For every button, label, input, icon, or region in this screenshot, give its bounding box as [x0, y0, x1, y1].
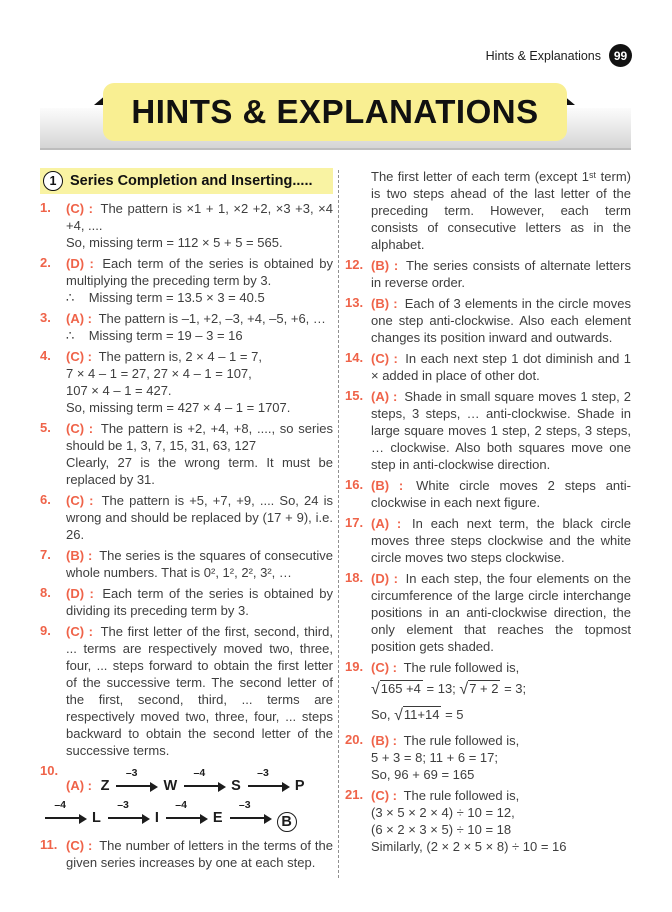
banner-yellow-plate — [103, 83, 567, 141]
item-number: 7. — [40, 547, 51, 562]
item-line: ∴ Missing term = 19 – 3 = 16 — [66, 328, 243, 343]
explanation-item — [40, 763, 333, 833]
item-line: (C) : The pattern is ×1 + 1, ×2 +2, ×3 +3, ×4 +4, .... — [66, 201, 334, 233]
item-line: 107 × 4 – 1 = 427. — [66, 383, 172, 398]
right-items — [345, 168, 631, 855]
explanation-item — [345, 257, 631, 291]
sqrt-expression — [459, 676, 500, 702]
arrow-right-icon — [230, 799, 270, 822]
item-body — [371, 787, 631, 855]
explanation-item — [40, 837, 333, 871]
item-number: 14. — [345, 350, 364, 365]
explanation-item — [40, 348, 333, 416]
series-letter: B — [281, 814, 292, 830]
item-line: (A) : The pattern is –1, +2, –3, +4, –5, +6, … — [66, 311, 326, 326]
answer-key: (B) : — [66, 548, 97, 563]
item-body — [54, 763, 333, 833]
section-number-badge: 1 — [43, 171, 63, 191]
arrow-right-icon — [248, 767, 288, 790]
item-line: (C) : In each next step 1 dot diminish and 1 × added in place of other dot. — [371, 351, 631, 383]
item-line: So, 96 + 69 = 165 — [371, 767, 475, 782]
item-number: 12. — [345, 257, 364, 272]
item-body — [371, 388, 631, 473]
arrow-right-icon — [184, 767, 224, 790]
answer-key: (C) : — [371, 788, 401, 803]
explanation-item — [345, 659, 631, 728]
arrow-step-label: –3 — [238, 799, 251, 811]
sqrt-expression — [394, 702, 441, 728]
answer-key: (C) : — [66, 838, 97, 853]
item-number: 1. — [40, 200, 51, 215]
item-line: (A) : Shade in small square moves 1 step, 2 steps, 3 steps, … anti-clockwise. Shade in large square moves 1 step, 2 steps, 3 steps, … clockwise. Also both squares move one step in anti-clockwise direction. — [371, 389, 631, 472]
item-body — [371, 350, 631, 384]
item-body — [371, 659, 631, 728]
item-number: 20. — [345, 732, 364, 747]
radical-icon: √ — [459, 681, 469, 698]
explanation-item — [345, 787, 631, 855]
item-number: 13. — [345, 295, 364, 310]
answer-key: (B) : — [371, 733, 401, 748]
arrow-right-icon — [45, 799, 85, 822]
answer-key: (C) : — [371, 351, 403, 366]
item-number: 9. — [40, 623, 51, 638]
item-line: (6 × 2 × 3 × 5) ÷ 10 = 18 — [371, 822, 512, 837]
radicand: 11+14 — [403, 707, 440, 722]
answer-key: (C) : — [66, 421, 98, 436]
item-number: 11. — [40, 837, 58, 852]
item-number: 5. — [40, 420, 51, 435]
arrow-step-label: –4 — [54, 799, 67, 811]
series-letter: P — [294, 778, 305, 794]
title-banner — [40, 83, 631, 151]
explanation-item — [40, 310, 333, 344]
item-number: 19. — [345, 659, 364, 674]
explanation-item — [40, 585, 333, 619]
explanation-item — [345, 350, 631, 384]
item-line: (D) : Each term of the series is obtained by multiplying the preceding term by 3. — [66, 256, 333, 288]
item-body — [66, 348, 333, 416]
arrow-right-icon — [166, 799, 206, 822]
explanation-item — [40, 492, 333, 543]
item-body — [66, 623, 333, 759]
answer-key: (C) : — [66, 624, 98, 639]
item-number: 17. — [345, 515, 364, 530]
item-line: So, missing term = 112 × 5 + 5 = 565. — [66, 235, 283, 250]
item-line: (B) : The rule followed is, — [371, 733, 520, 748]
explanation-item — [345, 515, 631, 566]
item-body — [66, 837, 333, 871]
item-number: 2. — [40, 255, 51, 270]
item-number: 8. — [40, 585, 51, 600]
item-line: So, √11+14 = 5 — [371, 702, 631, 728]
item-body — [371, 168, 631, 253]
item-line: (B) : The series consists of alternate letters in reverse order. — [371, 258, 631, 290]
arrow-step-label: –3 — [117, 799, 129, 811]
item-line: Clearly, 27 is the wrong term. It must be replaced by 31. — [66, 455, 333, 487]
explanation-item — [345, 570, 631, 655]
radicand: 7 + 2 — [469, 681, 499, 696]
item-number: 16. — [345, 477, 364, 492]
answer-key: (B) : — [371, 258, 404, 273]
item-body — [371, 257, 631, 291]
item-body — [371, 295, 631, 346]
item-line: (C) : The first letter of the first, second, third, ... terms are respectively moved two, three, four, ... steps forward to obtain the first letter of the successive term. The second letter of the first, second, third, ... terms are respectively moved two, three, four, ... steps backward to obtain the second letter of the successive terms. — [66, 624, 333, 758]
circled-letter — [277, 812, 297, 832]
item-number: 15. — [345, 388, 364, 403]
letter-series-row — [40, 801, 333, 833]
explanation-item — [40, 623, 333, 759]
arrow-step-label: –4 — [175, 799, 187, 811]
item-line: (A) : In each next term, the black circle moves three steps clockwise and the white circle moves two steps clockwise. — [371, 516, 631, 565]
explanation-item — [40, 547, 333, 581]
item-line: 7 × 4 – 1 = 27, 27 × 4 – 1 = 107, — [66, 366, 252, 381]
answer-key: (B) : — [371, 478, 414, 493]
answer-key: (C) : — [66, 493, 99, 508]
arrow-right-icon — [116, 767, 156, 790]
answer-key: (B) : — [371, 296, 402, 311]
left-column — [40, 168, 333, 878]
series-letter: S — [231, 778, 241, 794]
answer-key: (D) : — [66, 586, 100, 601]
item-line: (B) : Each of 3 elements in the circle moves one step anti-clockwise. Also each element changes its position inward and outwards. — [371, 296, 631, 345]
item-line: Similarly, (2 × 2 × 5 × 8) ÷ 10 = 16 — [371, 839, 567, 854]
item-number: 18. — [345, 570, 364, 585]
item-line: √165 +4 = 13; √7 + 2 = 3; — [371, 676, 631, 702]
series-letter: L — [92, 810, 101, 826]
page-number-badge: 99 — [609, 44, 632, 67]
item-line: (D) : Each term of the series is obtained by dividing its preceding term by 3. — [66, 586, 333, 618]
item-line: (C) : The pattern is +2, +4, +8, ...., so series should be 1, 3, 7, 15, 31, 63, 127 — [66, 421, 333, 453]
running-header — [486, 44, 632, 67]
explanation-item — [345, 168, 631, 253]
section-header — [40, 168, 333, 194]
series-letter: E — [212, 810, 223, 826]
explanation-item — [345, 295, 631, 346]
sqrt-expression — [371, 676, 423, 702]
series-letter: Z — [100, 778, 110, 794]
item-number: 21. — [345, 787, 364, 802]
item-line: (C) : The number of letters in the terms of the given series increases by one at each step. — [66, 838, 333, 870]
item-line: (B) : White circle moves 2 steps anti-clockwise in each next figure. — [371, 478, 631, 510]
item-body — [371, 515, 631, 566]
item-body — [66, 255, 333, 306]
item-line: (3 × 5 × 2 × 4) ÷ 10 = 12, — [371, 805, 515, 820]
letter-series-row — [66, 763, 333, 801]
item-line: ∴ Missing term = 13.5 × 3 = 40.5 — [66, 290, 265, 305]
section-title: Series Completion and Inserting..... — [70, 173, 313, 189]
running-header-label: Hints & Explanations — [485, 48, 601, 63]
item-body — [66, 200, 333, 251]
item-number: 6. — [40, 492, 51, 507]
explanation-item — [40, 200, 333, 251]
item-body — [66, 547, 333, 581]
series-letter: W — [163, 778, 178, 794]
item-body — [371, 477, 631, 511]
item-line: (C) : The pattern is +5, +7, +9, .... So, 24 is wrong and should be replaced by (17 + 9), i.e. 26. — [66, 493, 333, 542]
item-line: (B) : The series is the squares of consecutive whole numbers. That is 0², 1², 2², 3², … — [66, 548, 333, 580]
item-line: The first letter of each term (except 1ˢᵗ term) is two steps ahead of the last letter of the preceding term. However, each term consists of consecutive letters as in the alphabet. — [371, 169, 631, 252]
item-number: 3. — [40, 310, 51, 325]
right-column — [345, 168, 631, 878]
arrow-step-label: –3 — [125, 767, 138, 779]
item-line: (C) : The rule followed is, — [371, 660, 520, 675]
answer-key: (A) : — [66, 778, 96, 793]
item-body — [371, 570, 631, 655]
answer-key: (C) : — [66, 349, 96, 364]
radical-icon: √ — [371, 681, 380, 698]
answer-key: (D) : — [66, 256, 100, 271]
column-divider — [338, 170, 339, 878]
item-number: 10. — [40, 763, 59, 778]
arrow-step-label: –4 — [193, 767, 206, 779]
radical-icon: √ — [394, 707, 403, 724]
item-number: 4. — [40, 348, 51, 363]
explanation-item — [345, 477, 631, 511]
arrow-right-icon — [108, 799, 148, 822]
item-body — [371, 732, 631, 783]
item-line: (C) : The pattern is, 2 × 4 – 1 = 7, — [66, 349, 262, 364]
series-letter: I — [154, 810, 159, 826]
answer-key: (A) : — [371, 516, 410, 531]
item-line: (D) : In each step, the four elements on the circumference of the large circle interchange positions in an anti-clockwise direction, the only element that reaches the topmost position gets shaded. — [371, 571, 631, 654]
answer-key: (D) : — [371, 571, 403, 586]
arrow-step-label: –3 — [257, 767, 269, 779]
explanation-item — [345, 388, 631, 473]
explanation-item — [40, 420, 333, 488]
explanation-item — [40, 255, 333, 306]
item-body — [66, 310, 333, 344]
answer-key: (A) : — [371, 389, 402, 404]
answer-key: (C) : — [66, 201, 98, 216]
answer-key: (C) : — [371, 660, 401, 675]
item-line: 5 + 3 = 8; 11 + 6 = 17; — [371, 750, 498, 765]
left-items — [40, 200, 333, 871]
item-body — [66, 492, 333, 543]
explanation-item — [345, 732, 631, 783]
answer-key: (A) : — [66, 311, 96, 326]
item-body — [66, 420, 333, 488]
item-line: So, missing term = 427 × 4 – 1 = 1707. — [66, 400, 291, 415]
page-title: HINTS & EXPLANATIONS — [131, 93, 539, 130]
item-body — [66, 585, 333, 619]
item-line: (C) : The rule followed is, — [371, 788, 520, 803]
radicand: 165 +4 — [380, 681, 421, 696]
content-area — [40, 168, 632, 878]
